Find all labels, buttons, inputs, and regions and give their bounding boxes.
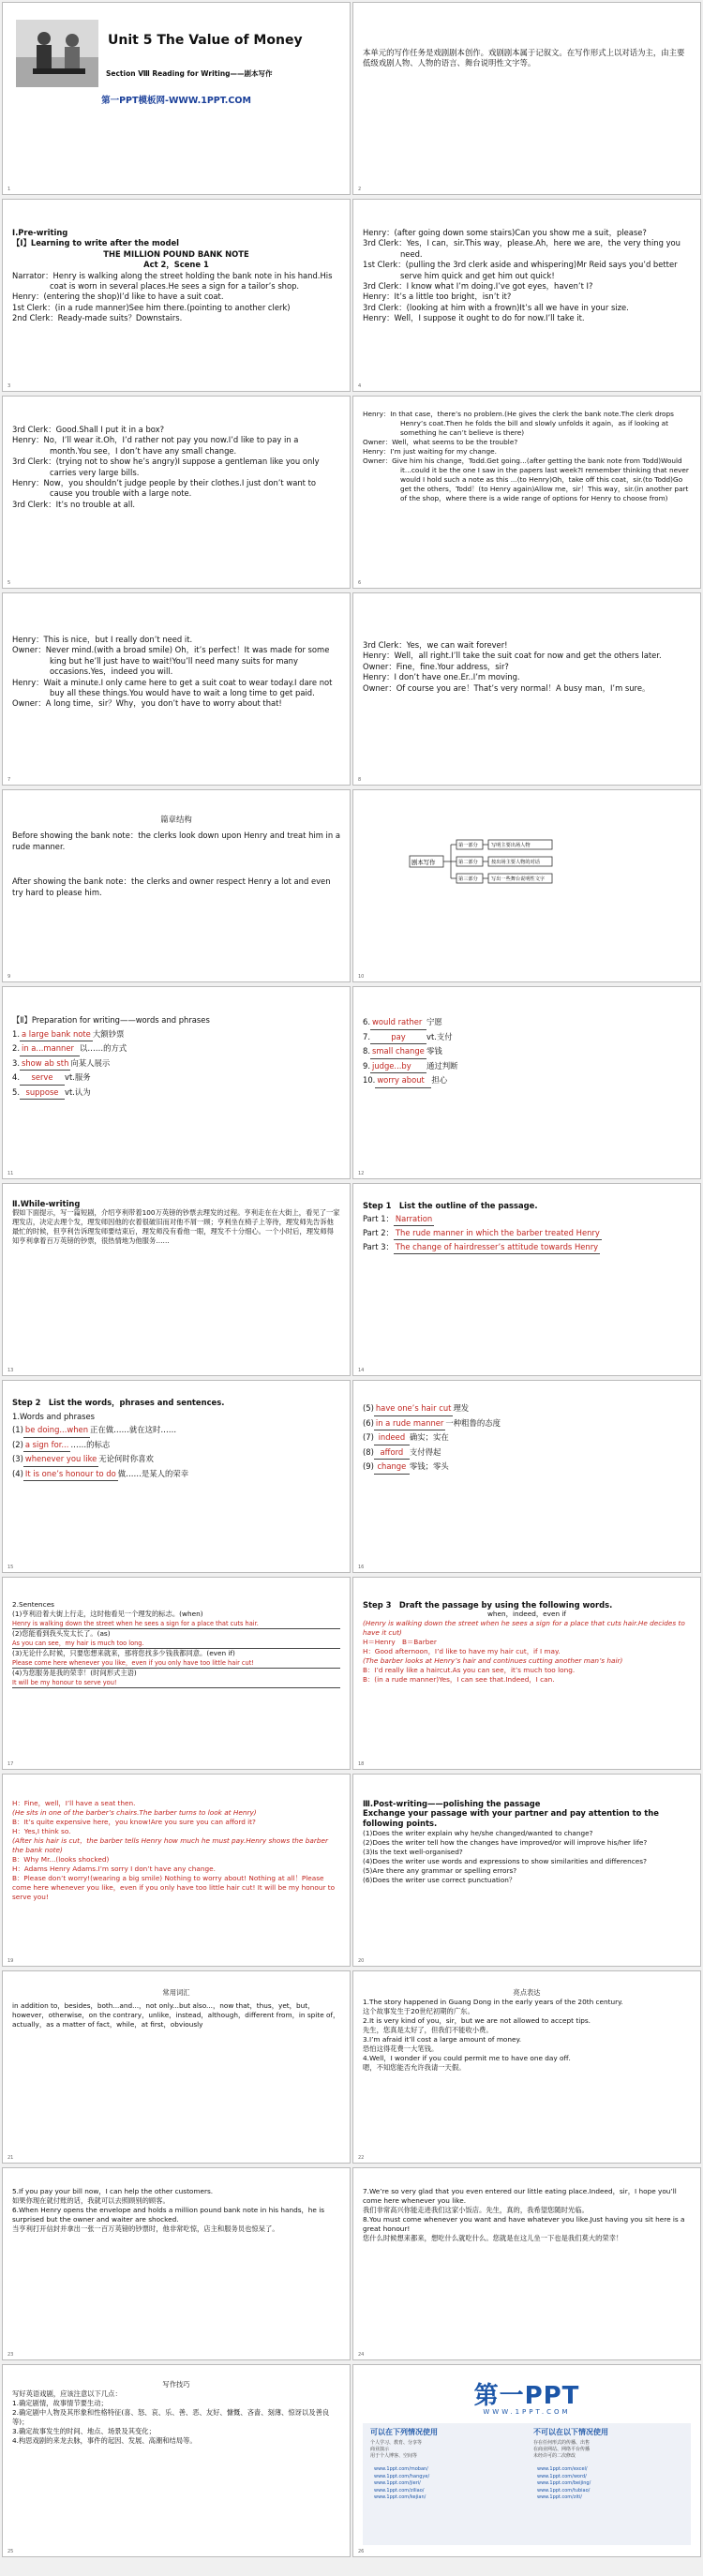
key-words: when，indeed，even if (486, 1610, 567, 1618)
slide-24[interactable] (352, 2167, 701, 2360)
slide-21[interactable] (2, 1970, 351, 2164)
page-number: 23 (7, 2352, 14, 2358)
section-heading: Ⅱ.While-writing (12, 1199, 81, 1208)
slide-26[interactable] (352, 2364, 701, 2557)
dialogue-line: Owner：Well，what seems to be the trouble? (363, 438, 518, 446)
resource-link[interactable]: www.1ppt.com/kejian/ (374, 2494, 426, 2500)
slide-title: 【Ⅱ】Preparation for writing——words and phrases (12, 1015, 210, 1025)
dialogue-line: 3rd Clerk：I know what I’m doing.I’ve got eyes，haven’t I? (363, 281, 593, 292)
page-number: 13 (7, 1368, 14, 1373)
sentence-answer: Please come here whenever you like，even if you only have too little hair cut! (12, 1658, 340, 1669)
page-number: 19 (7, 1958, 14, 1964)
expression-en: 7.We’re so very glad that you even entered our little eating place.Indeed，sir，I hope you’ll come here whenever you like. (363, 2187, 677, 2205)
vocab-item: 8. small change 零钱 (363, 1044, 691, 1059)
intro-text: 本单元的写作任务是戏剧剧本创作。戏剧剧本属于记叙文。在写作形式上以对话为主，由主要低级戏剧人物、人物的语言、舞台说明性文字等。 (363, 48, 685, 68)
draft-line: H：Yes,I think so. (12, 1827, 71, 1835)
tip-item: 3.确定故事发生的时间、地点、场景及其变化； (12, 2427, 156, 2435)
checklist-item: (1)Does the writer explain why he/she changed/wanted to change? (363, 1829, 593, 1837)
prompt-text: 假如下面提示，写一篇短剧，介绍亨利带着100万英镑的钞票去理发的过程。亨利走在在大街上，看见了一家理发店，决定去理个发，理发师因他的衣着很破旧而对他不屑一顾；亨利坐在椅子上等待，理发师先告诉他最忙的时候，但亨利告诉理发师要结束后，理发师没有看他一眼，理发不十分细心。一个小时后，理发师得知亨利拿着百万英镑的钞票，很热情地为他服务…… (12, 1208, 340, 1245)
slide-9[interactable] (2, 789, 351, 982)
slide-6[interactable] (352, 396, 701, 589)
dialogue-line: 3rd Clerk：(trying not to show he’s angry)I suppose a gentleman like you only carries very large bills. (12, 457, 320, 477)
play-title: THE MILLION POUND BANK NOTE (103, 248, 249, 259)
expression-en: 6.When Henry opens the envelope and holds a million pound bank note in his hands，he is surprised but the owner and waiter are shocked. (12, 2206, 325, 2224)
outline-part: Part 1： Narration (363, 1212, 691, 1226)
slide-3[interactable] (2, 199, 351, 392)
slide-13[interactable] (2, 1183, 351, 1376)
allowed-item: 商业演示 (370, 2447, 390, 2452)
outline-part: Part 3： The change of hairdresser’s attitude towards Henry (363, 1240, 691, 1254)
draft-line: (He sits in one of the barber’s chairs.The barber turns to look at Henry) (12, 1808, 257, 1817)
checklist-item: (3)Is the text well-organised? (363, 1848, 463, 1856)
dialogue-line: Henry：This is nice，but I really don’t need it. (12, 635, 193, 644)
resource-link[interactable]: www.1ppt.com/excel/ (537, 2466, 588, 2472)
checklist-item: (4)Does the writer use words and expressions to show similarities and differences? (363, 1857, 647, 1865)
expression-cn: 这个故事发生于20世纪初期的广东。 (363, 2007, 474, 2015)
expression-en: 5.If you pay your bill now，I can help the other customers. (12, 2187, 214, 2195)
page-number: 24 (358, 2352, 365, 2358)
dialogue-line: 3rd Clerk：It’s no trouble at all. (12, 499, 136, 509)
brand-url[interactable]: WWW.1PPT.COM (483, 2408, 571, 2416)
checklist-item: (2)Does the writer tell how the changes have improved/or will improve his/her life? (363, 1838, 648, 1847)
intro-text: 写好英语戏剧，应该注意以下几点： (12, 2389, 122, 2398)
page-number: 10 (358, 974, 365, 980)
allowed-item: 个人学习、教育、分享等 (370, 2440, 423, 2446)
site-banner: 第一PPT模板网-WWW.1PPT.COM (101, 96, 251, 106)
dialogue-line: Henry：Well，I suppose it ought to do for now.I’ll take it. (363, 313, 585, 323)
slide-7[interactable] (2, 592, 351, 786)
part-label: 第二部分 (458, 860, 478, 865)
vocab-item: 9. judge...by 通过判断 (363, 1059, 691, 1074)
draft-line: B：Please don’t worry!(wearing a big smile) Nothing to worry about! Nothing at all！Please come here whenever you like，even if you only have too little hair cut! It will be my honour to serve you! (12, 1874, 336, 1901)
phrase-item: (5) have one’s hair cut 理发 (363, 1401, 691, 1416)
slide-4[interactable] (352, 199, 701, 392)
dialogue-line: Henry：I’m just waiting for my change. (363, 447, 497, 456)
tip-item: 1.确定剧情，故事情节要生动； (12, 2399, 108, 2407)
part-desc: 写明主要出场人物 (491, 843, 531, 848)
page-number: 7 (7, 777, 11, 783)
slide-title: Unit 5 The Value of Money (108, 33, 303, 48)
slide-8[interactable] (352, 592, 701, 786)
phrase-item: (4) It is one’s honour to do 做……是某人的荣幸 (12, 1467, 340, 1482)
slide-18[interactable] (352, 1577, 701, 1770)
page-number: 1 (7, 187, 11, 192)
page-number: 4 (358, 383, 362, 389)
vocab-item: 4. serve vt.服务 (12, 1071, 340, 1086)
brand-logo: 第一PPT (473, 2382, 580, 2410)
vocab-item: 5. suppose vt.认为 (12, 1086, 340, 1101)
sentence-prompt: (3)无论什么时候，只要您想来就来，那将您找多少钱我都同意。(even if) (12, 1649, 235, 1657)
dialogue-line: Owner：A long time，sir？Why，you don’t have to worry about that! (12, 698, 282, 709)
dialogue-line: Henry：(after going down some stairs)Can you show me a suit，please? (363, 228, 647, 237)
page-number: 3 (7, 383, 11, 389)
phrase-item: (9) change 零钱；零头 (363, 1460, 691, 1475)
section-heading: Ⅲ.Post-writing——polishing the passage (363, 1799, 541, 1808)
dialogue-line: 1st Clerk：(in a rude manner)See him there.(pointing to another clerk) (12, 302, 291, 312)
slide-22[interactable] (352, 1970, 701, 2164)
step-title: Step 1 List the outline of the passage. (363, 1201, 538, 1210)
phrase-item: (6) in a rude manner 一种粗鲁的态度 (363, 1416, 691, 1431)
dialogue-line: Henry：Well，all right.I’ll take the suit coat for now and get the others later. (363, 651, 662, 661)
expression-cn: 先生，您真是太好了，但我们不能收小费。 (363, 2026, 493, 2034)
dialogue-line: 3rd Clerk：Good.Shall I put it in a box? (12, 425, 165, 434)
draft-line: (The barber looks at Henry’s hair and continues cutting another man’s hair) (363, 1656, 623, 1665)
page-number: 20 (358, 1958, 365, 1964)
phrase-item: (2) a sign for... ……的标志 (12, 1438, 340, 1453)
slide-23[interactable] (2, 2167, 351, 2360)
section-heading: Ⅰ.Pre-writing (12, 228, 68, 237)
sentence-answer: Henry is walking down the street when he sees a sign for a place that cuts hair. (12, 1619, 340, 1629)
forbidden-item: 存在任何形式的传播、出售 (533, 2440, 591, 2446)
paragraph: After showing the bank note：the clerks and owner respect Henry a lot and even try hard to please him. (12, 876, 331, 897)
dialogue-line: Owner：Never mind.(with a broad smile) Oh，it’s perfect！It was made for some king but he’ll just have to wait!You’ll need many suits for many occasions.Yes，indeed you will. (12, 645, 330, 677)
checklist-item: (5)Are there any grammar or spelling errors? (363, 1866, 517, 1875)
part-desc: 写出一些舞台说明性文字 (491, 876, 546, 882)
slide-grid (2, 2, 701, 2557)
vocab-item: 10. worry about 担心 (363, 1073, 691, 1088)
subheading: 2.Sentences (12, 1600, 54, 1609)
section-label: Section Ⅷ Reading for Writing——剧本写作 (106, 69, 273, 78)
illustration-image (16, 20, 98, 87)
slide-2[interactable] (352, 2, 701, 195)
page-number: 5 (7, 580, 11, 586)
draft-line: (After his hair is cut，the barber tells Henry how much he must pay.Henry shows the barber the bank note) (12, 1836, 328, 1854)
subsection-heading: 【Ⅰ】Learning to write after the model (12, 238, 179, 248)
sentence-prompt: (4)为您服务是我的荣幸！(时间形式主语) (12, 1669, 137, 1677)
slide-11[interactable] (2, 986, 351, 1179)
expression-cn: 您什么时候想来都来，想吃什么就吃什么。您就是在这儿坐一下也是我们莫大的荣幸！ (363, 2234, 623, 2242)
phrase-item: (8) afford 支付得起 (363, 1445, 691, 1460)
page-number: 9 (7, 974, 11, 980)
resource-link[interactable]: www.1ppt.com/beijing/ (537, 2480, 591, 2486)
vocab-item: 1. a large bank note 大额钞票 (12, 1027, 340, 1042)
outline-part: Part 2： The rude manner in which the barber treated Henry (363, 1226, 691, 1240)
draft-line: (Henry is walking down the street when he sees a sign for a place that cuts hair.He decides to have it cut) (363, 1619, 685, 1637)
step-title: Step 2 List the words，phrases and sentences. (12, 1398, 225, 1407)
allowed-item: 用于个人博客、空间等 (370, 2453, 418, 2459)
expression-cn: 当亨利打开信封并拿出一张一百万英镑的钞票时，他非常吃惊，店主和服务员也惊呆了。 (12, 2224, 279, 2233)
vocab-item: 6. would rather 宁愿 (363, 1015, 691, 1030)
draft-line: H＝Henry B＝Barber (363, 1638, 437, 1646)
page-number: 11 (7, 1171, 14, 1176)
slide-20[interactable] (352, 1774, 701, 1967)
phrase-item: (7) indeed 确实；实在 (363, 1430, 691, 1445)
allowed-heading: 可以在下列情况使用 (370, 2428, 438, 2436)
part-label: 第三部分 (458, 876, 478, 882)
draft-line: B：It’s quite expensive here，you know!Are you sure you can afford it? (12, 1818, 256, 1826)
page-number: 2 (358, 187, 362, 192)
expression-en: 8.You must come whenever you want and have whatever you like.Just having you sit here is a great honour! (363, 2215, 685, 2233)
slide-19[interactable] (2, 1774, 351, 1967)
resource-link[interactable]: www.1ppt.com/tubiao/ (537, 2487, 591, 2494)
expression-cn: 恐怕这得花费一大笔钱。 (363, 2044, 439, 2053)
expression-en: 2.It is very kind of you，sir，but we are not allowed to accept tips. (363, 2016, 591, 2025)
vocab-list: in addition to，besides，both...and...，not only...but also...，now that，thus，yet，but，however，otherwise，on the contrary，unlike，instead，although，different from，in spite of，actually，as a matter of fact，while，at first，obviously (12, 2001, 340, 2029)
expression-en: 3.I’m afraid it’ll cost a large amount of money. (363, 2035, 522, 2044)
tip-item: 2.确定剧中人物及其形象和性格特征(喜、怒、哀、乐、善、恶、友好、慷慨、吝啬、刻薄、惊讶以及善良等)； (12, 2408, 330, 2426)
expression-en: 1.The story happened in Guang Dong in the early years of the 20th century. (363, 1998, 623, 2006)
dialogue-line: 3rd Clerk：Yes，we can wait forever! (363, 640, 508, 650)
slide-25[interactable] (2, 2364, 351, 2557)
page-number: 8 (358, 777, 362, 783)
page-number: 21 (7, 2155, 14, 2161)
part-desc: 按出场主要人物的对话 (491, 860, 540, 865)
page-number: 17 (7, 1761, 14, 1767)
expression-cn: 如果你现在就付账的话，我就可以去照顾别的顾客。 (12, 2196, 170, 2205)
vocab-item: 7. pay vt.支付 (363, 1030, 691, 1045)
phrase-item: (3) whenever you like 无论何时你喜欢 (12, 1452, 340, 1467)
dialogue-line: Henry：No，I’ll wear it.Oh，I’d rather not pay you now.I’d like to pay in a month.You see，I don’t have any small change. (12, 435, 299, 456)
dialogue-line: Henry：I don’t have one.Er..I’m moving. (363, 672, 520, 682)
paragraph: Before showing the bank note：the clerks look down upon Henry and treat him in a rude manner. (12, 831, 340, 851)
act-label: Act 2，Scene 1 (143, 260, 209, 270)
page-number: 16 (358, 1565, 365, 1570)
sentence-prompt: (1)亨利沿着大街上行走，这时他看见一个理发的标志。(when) (12, 1610, 203, 1618)
vocab-item: 2. in a...manner 以……的方式 (12, 1041, 340, 1056)
page-number: 25 (7, 2549, 14, 2554)
dialogue-line: Owner：Give him his change，Todd.Get going...(after getting the bank note from Todd)Would it...could it be the one I saw in the papers last week?I remember thinking that never would I hold such a note as this ...(to Henry)Oh，take off this coat，sir.(to Todd)Go get the others，Todd！(to Henry again)Allow me，sir！This way，sir.(in another part of the shop，where there is a wide range of options for Henry to choose from) (363, 457, 689, 502)
expression-en: 4.Well，I wonder if you could permit me to have one day off. (363, 2054, 571, 2062)
forbidden-item: 在商业网站、网络平台传播 (533, 2447, 591, 2452)
resource-link[interactable]: www.1ppt.com/jieri/ (374, 2480, 421, 2486)
checklist-item: (6)Does the writer use correct punctuation？ (363, 1876, 516, 1884)
slide-title: 写作技巧 (162, 2380, 190, 2389)
sentence-answer: As you can see，my hair is much too long. (12, 1639, 340, 1649)
page-number: 15 (7, 1565, 14, 1570)
slide-1[interactable] (2, 2, 351, 195)
page-number: 22 (358, 2155, 365, 2161)
sentence-answer: It will be my honour to serve you! (12, 1678, 340, 1688)
dialogue-line: Henry：Now，you shouldn’t judge people by their clothes.I just don’t want to cause you trouble with a large note. (12, 478, 317, 499)
part-label: 第一部分 (458, 843, 478, 848)
dialogue-line: 3rd Clerk：Yes，I can，sir.This way，please.Ah，here we are，the very thing you need. (363, 238, 681, 259)
root-label: 剧本写作 (411, 859, 436, 866)
resource-link[interactable]: www.1ppt.com/word/ (537, 2473, 587, 2479)
dialogue-line: 1st Clerk：(pulling the 3rd clerk aside and whispering)Mr Reid says you’d better serve him quick and get him out quick! (363, 260, 678, 280)
slide-14[interactable] (352, 1183, 701, 1376)
slide-title: 篇章结构 (160, 815, 192, 824)
step-title: Step 3 Draft the passage by using the following words. (363, 1600, 613, 1610)
page-number: 18 (358, 1761, 365, 1767)
expression-cn: 我们非常高兴你能走进我们这家小饭店。先生，真的，我希望您随时光临。 (363, 2206, 589, 2214)
dialogue-line: Owner：Fine，fine.Your address，sir? (363, 661, 509, 671)
dialogue-line: Henry：(entering the shop)I’d like to have a suit coat. (12, 292, 224, 302)
page-number: 26 (358, 2549, 365, 2554)
structure-diagram (353, 790, 701, 982)
dialogue-line: Henry：It’s a little too bright，isn’t it? (363, 292, 512, 302)
dialogue-line: Henry：In that case，there’s no problem.(He gives the clerk the bank note.The clerk drops Henry’s coat.Then he folds the bill and slowly unfolds it again，as if looking at something he can’t believe is there) (363, 410, 674, 437)
dialogue-line: 3rd Clerk：(looking at him with a frown)It’s all we have in your size. (363, 302, 629, 312)
slide-15[interactable] (2, 1380, 351, 1573)
draft-line: B：Why Mr...(looks shocked) (12, 1855, 110, 1864)
resource-link[interactable]: www.1ppt.com/ziliao/ (374, 2487, 425, 2494)
expression-cn: 嗯，不知您能否允许我请一天假。 (363, 2063, 466, 2072)
resource-link[interactable]: www.1ppt.com/hangye/ (374, 2473, 430, 2479)
slide-5[interactable] (2, 396, 351, 589)
page-number: 12 (358, 1171, 365, 1176)
slide-17[interactable] (2, 1577, 351, 1770)
sentence-prompt: (2)您能看到我头发太长了。(as) (12, 1629, 111, 1638)
draft-line: B：(in a rude manner)Yes，I can see that.Indeed，I can. (363, 1675, 555, 1684)
resource-link[interactable]: www.1ppt.com/moban/ (374, 2466, 428, 2472)
forbidden-item: 未经许可的二次修改 (533, 2453, 576, 2459)
instruction: Exchange your passage with your partner and pay attention to the following points. (363, 1808, 659, 1828)
vocab-item: 3. show ab sth 向某人展示 (12, 1056, 340, 1071)
dialogue-line: Narrator：Henry is walking along the street holding the bank note in his hand.His coat is worn in several places.He sees a sign for a tailor’s shop. (12, 270, 333, 292)
draft-line: B：I’d really like a haircut.As you can see，it’s much too long. (363, 1666, 576, 1674)
slide-10[interactable] (352, 789, 701, 982)
resource-link[interactable]: www.1ppt.com/ziti/ (537, 2494, 582, 2500)
slide-title: 亮点表达 (513, 1988, 541, 1997)
draft-line: H：Fine，well，I’ll have a seat then. (12, 1799, 136, 1807)
page-number: 14 (358, 1368, 365, 1373)
subheading: 1.Words and phrases (12, 1411, 96, 1421)
forbidden-heading: 不可以在以下情况使用 (533, 2428, 608, 2436)
tip-item: 4.构思戏剧的来龙去脉，事件的起因、发展、高潮和结局等。 (12, 2436, 197, 2445)
slide-12[interactable] (352, 986, 701, 1179)
draft-line: H：Adams Henry Adams.I’m sorry I don’t have any change. (12, 1865, 216, 1873)
slide-title: 常用词汇 (162, 1988, 190, 1997)
slide-16[interactable] (352, 1380, 701, 1573)
dialogue-line: Owner：Of course you are！That’s very normal！A busy man，I’m sure。 (363, 682, 651, 693)
draft-line: H：Good afternoon，I’d like to have my hair cut，if I may. (363, 1647, 561, 1655)
dialogue-line: 2nd Clerk：Ready-made suits？Downstairs. (12, 313, 183, 323)
page-number: 6 (358, 580, 362, 586)
dialogue-line: Henry：Wait a minute.I only came here to get a suit coat to wear today.I dare not buy all these things.You would have to wait a long time to get paid. (12, 677, 333, 698)
phrase-item: (1) be doing...when 正在做……就在这时…… (12, 1423, 340, 1438)
